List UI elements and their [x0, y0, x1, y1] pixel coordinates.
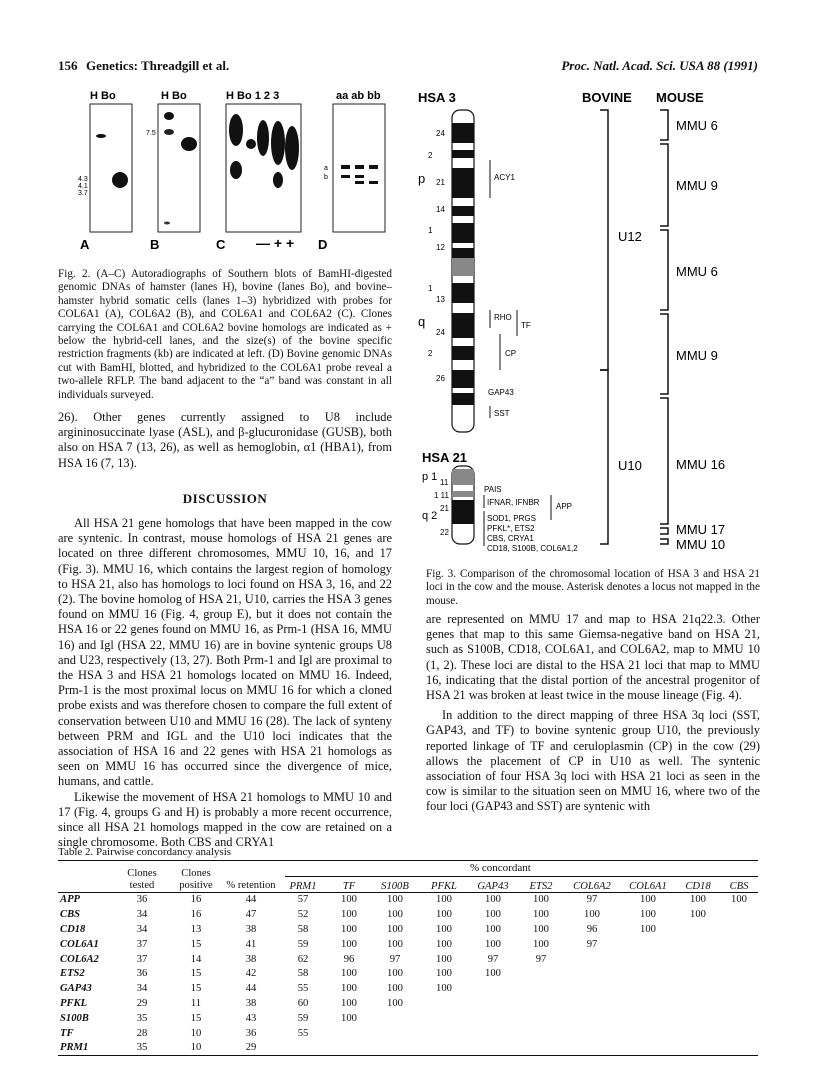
- table-cell: [720, 937, 758, 952]
- table-cell: [676, 1011, 720, 1026]
- table-cell: 100: [436, 968, 452, 980]
- table-cell: 100: [387, 938, 403, 950]
- col-header-s100b: S100B: [381, 880, 409, 892]
- col-header-retention: % retention: [226, 879, 276, 891]
- hsa21-band-21: 21: [440, 504, 449, 513]
- gene-acy1: ACY1: [494, 173, 515, 182]
- hsa21-band-11p: 11: [440, 478, 449, 487]
- panel-d-marker-a: a: [324, 165, 328, 172]
- journal-citation: Proc. Natl. Acad. Sci. USA 88 (1991): [561, 58, 758, 73]
- table-cell: 96: [586, 923, 598, 935]
- gene-gap43: GAP43: [488, 388, 514, 397]
- hsa21-label: HSA 21: [422, 450, 468, 465]
- table-cell: [564, 1011, 620, 1026]
- table-cell: [468, 1011, 518, 1026]
- table-cell: [720, 907, 758, 922]
- hsa3-band-24q: 24: [436, 328, 445, 337]
- table-cell: 100: [341, 909, 357, 921]
- hsa3-band-14: 14: [436, 205, 445, 214]
- table-cell: 52: [297, 909, 309, 921]
- table-cell: 10: [190, 1042, 202, 1054]
- mouse-mmu17: MMU 17: [676, 522, 726, 537]
- table-cell: [468, 981, 518, 996]
- table-super-header: % concordant: [470, 862, 531, 874]
- gene-pais: PAIS: [484, 485, 502, 494]
- table-cell: 38: [245, 953, 257, 965]
- col-header-col6a2: COL6A2: [573, 880, 611, 892]
- table-cell: [676, 1026, 720, 1041]
- table-cell: 100: [640, 894, 656, 906]
- row-gene-label: APP: [60, 894, 81, 906]
- panel-d-lanes: aa ab bb: [336, 90, 381, 102]
- col-header-ets2: ETS2: [529, 880, 553, 892]
- panel-a-marker-1: 4.3: [78, 176, 88, 183]
- table-cell: [564, 981, 620, 996]
- table-cell: [676, 996, 720, 1011]
- table-cell: 44: [245, 983, 257, 995]
- table-cell: 62: [297, 953, 309, 965]
- panel-a: [78, 90, 132, 252]
- row-gene-label: CBS: [60, 909, 81, 921]
- hsa3-q-arm: q: [418, 314, 426, 329]
- table-cell: 100: [640, 923, 656, 935]
- table-cell: 100: [387, 923, 403, 935]
- table-cell: 100: [584, 909, 600, 921]
- table-cell: [620, 1040, 676, 1055]
- table-cell: 100: [533, 923, 549, 935]
- table-header-row: [58, 862, 758, 892]
- row-gene-label: TF: [60, 1027, 74, 1039]
- table-cell: 100: [436, 909, 452, 921]
- col-header-cbs: CBS: [729, 880, 749, 892]
- table-top-rule: [58, 860, 758, 861]
- hsa21-chromosome: [452, 466, 474, 544]
- table-cell: 38: [245, 923, 257, 935]
- table-cell: 16: [190, 909, 202, 921]
- right-column-text: [426, 612, 760, 815]
- table-cell: 97: [487, 953, 499, 965]
- table-cell: 100: [436, 953, 452, 965]
- hsa3-band-12: 12: [436, 243, 445, 252]
- row-gene-label: COL6A2: [60, 953, 99, 965]
- row-gene-label: PRM1: [60, 1042, 89, 1054]
- col-header-pfkl: PFKL: [431, 880, 457, 892]
- table-row: [58, 1040, 758, 1055]
- table-cell: 59: [297, 938, 309, 950]
- table-cell: [720, 966, 758, 981]
- right-para-2: In addition to the direct mapping of three HSA 3q loci (SST, GAP43, and TF) to bovine syntenic group U10, the previously reported linkage of TF and ceruloplasmin (CP) in the cow (29) allows the placement of CP in U10 as well. The syntenic association of four HSA 3q loci with HSA 21 loci as seen in the cow is similar to the situation seen on MMU 16, where two of the four loci (GAP43 and SST) are syntenic with: [426, 708, 760, 814]
- row-gene-label: GAP43: [60, 983, 92, 995]
- hsa21-band-p1: p 1: [422, 471, 438, 483]
- mouse-label: MOUSE: [656, 90, 704, 105]
- table-cell: [564, 952, 620, 967]
- table-cell: 34: [136, 909, 148, 921]
- table-cell: 37: [136, 953, 148, 965]
- row-gene-label: S100B: [60, 1012, 89, 1024]
- bovine-u10: U10: [618, 458, 642, 473]
- table-cell: 60: [297, 997, 309, 1009]
- table-cell: [720, 1026, 758, 1041]
- table-cell: 13: [190, 923, 202, 935]
- table-cell: [420, 1040, 468, 1055]
- table-cell: 28: [136, 1027, 148, 1039]
- table-cell: 100: [436, 894, 452, 906]
- table-row: [58, 937, 758, 952]
- row-gene-label: ETS2: [60, 968, 85, 980]
- table-cell: 16: [190, 894, 202, 906]
- table-cell: 97: [586, 894, 598, 906]
- left-column-text: [58, 410, 392, 850]
- left-para-2: All HSA 21 gene homologs that have been mapped in the cow are syntenic. In contrast, mouse homologs of HSA 21 genes are located on three different chromosomes, MMU 10, 16, and 17 (Fig. 3). MMU 16, which contains the largest region of homology to HSA 21, also has homologs to loci found on HSA 3, 16, and 22 (2). The bovine homolog of HSA 21, U10, carries the HSA 3 genes found on MMU 16 (Fig. 4, group E), but it does not contain the HSA 16 or 22 genes found on MMU 16, as Prm-1 (HSA 16, MMU 16) and Igl (HSA 22, MMU 16) are in bovine syntenic groups U8 and U23, respectively (13, 27). Both Prm-1 and Igl are proximal to the HSA 3 and HSA 21 homologs located on MMU 16. Indeed, Prm-1 is the most proximal locus on MMU 16 for which a cloned probe exists and was therefore chosen to compare the full extent of conservation between U10 and MMU 16 (28). The lack of synteny between PRM and IGL and the U10 loci indicates that the association of HSA 16 and 22 genes with HSA 21 homologs as seen on MMU 16 has occurred since the divergence of mice, humans, and cattle.: [58, 516, 392, 789]
- panel-d-letter: D: [318, 237, 328, 252]
- hsa3-band-2: 2: [428, 151, 433, 160]
- table-row: [58, 907, 758, 922]
- right-para-1: are represented on MMU 17 and map to HSA 21q22.3. Other genes that map to this same Giemsa-negative band on HSA 21, such as S100B, CD18, COL6A1, and COL6A2, map to MMU 10 (1, 2). These loci are distal to the HSA 21 loci that map to MMU 16, indicating that the distal portion of the ancestral progenitor of HSA 21 was broken at least twice in the mouse lineage (Fig. 4).: [426, 612, 760, 703]
- table-cell: [518, 1011, 564, 1026]
- mouse-mmu6b: MMU 6: [676, 264, 718, 279]
- table-cell: [620, 996, 676, 1011]
- table-cell: 100: [387, 968, 403, 980]
- table-cell: [420, 996, 468, 1011]
- table-cell: [370, 1026, 420, 1041]
- concordancy-table: [58, 862, 758, 1056]
- col-header-positive: Clones positive: [179, 867, 213, 891]
- figure-2-caption: Fig. 2. (A–C) Autoradiographs of Southern blots of BamHI-digested genomic DNAs of hamster (lanes H), bovine (lanes Bo), and bovine–hamster hybrid somatic cells (lanes 1–3) hybridized with probes for COL6A1 (A), COL6A2 (B), and COL6A1 and COL6A2 (C). Clones carrying the COL6A1 and COL6A2 bovine homologs are indicated as + below the hybrid-cell lanes, and the size(s) of the bovine specific restriction fragments (kb) are indicated at left. (D) Bovine genomic DNAs cut with BamHI, blotted, and hybridized to the COL6A1 probe reveal a two-allele RFLP. The band adjacent to the “a” band was constant in all individuals surveyed.: [58, 268, 392, 401]
- running-header: [58, 58, 758, 78]
- table-row: [58, 981, 758, 996]
- gene-app: APP: [556, 502, 573, 511]
- table-cell: [720, 981, 758, 996]
- mouse-mmu10: MMU 10: [676, 537, 726, 552]
- table-cell: 34: [136, 923, 148, 935]
- table-cell: 55: [297, 1027, 309, 1039]
- row-gene-label: PFKL: [60, 997, 88, 1009]
- hsa21-band-1-11: 1 11: [434, 491, 449, 500]
- figure-2-autoradiographs: [78, 88, 403, 263]
- left-para-1: 26). Other genes currently assigned to U8 include argininosuccinate lyase (ASL), and β-glucuronidase (GUSB), both also on HSA 7 (13, 26), as well as hemoglobin, α1 (HBA1), from HSA 16 (7, 13).: [58, 410, 392, 470]
- table-cell: 55: [297, 983, 309, 995]
- table-cell: [420, 1011, 468, 1026]
- table-cell: 100: [533, 938, 549, 950]
- panel-c-lanes: H Bo 1 2 3: [226, 90, 280, 102]
- table-cell: 96: [343, 953, 355, 965]
- table-cell: 100: [387, 909, 403, 921]
- table-cell: [676, 937, 720, 952]
- table-cell: 100: [341, 894, 357, 906]
- table-cell: 58: [297, 923, 309, 935]
- table-row: [58, 996, 758, 1011]
- table-cell: [720, 1011, 758, 1026]
- table-cell: 44: [245, 894, 257, 906]
- table-row: [58, 952, 758, 967]
- table-cell: 34: [136, 983, 148, 995]
- hsa3-label: HSA 3: [418, 90, 456, 105]
- table-cell: 58: [297, 968, 309, 980]
- table-cell: 36: [136, 968, 148, 980]
- hsa3-band-26: 26: [436, 374, 445, 383]
- col-header-gap43: GAP43: [477, 880, 509, 892]
- col-header-blank: [58, 862, 116, 892]
- table-cell: 100: [341, 1012, 357, 1024]
- panel-c-letter: C: [216, 237, 226, 252]
- hsa3-band-1q: 1: [428, 284, 433, 293]
- table-cell: [620, 981, 676, 996]
- table-cell: [564, 966, 620, 981]
- table-cell: 10: [190, 1027, 202, 1039]
- panel-b-marker-1: 7.5: [146, 130, 156, 137]
- table-cell: [328, 1026, 370, 1041]
- table-row: [58, 922, 758, 937]
- hsa3-band-2q: 2: [428, 349, 433, 358]
- table-cell: 11: [190, 997, 202, 1009]
- table-cell: [676, 1040, 720, 1055]
- table-cell: 100: [690, 894, 706, 906]
- table-cell: [720, 922, 758, 937]
- panel-b: [146, 90, 200, 252]
- table-cell: 42: [245, 968, 257, 980]
- table-cell: 100: [341, 923, 357, 935]
- table-row: [58, 966, 758, 981]
- table-cell: [518, 966, 564, 981]
- table-cell: 100: [533, 909, 549, 921]
- table-cell: 100: [341, 938, 357, 950]
- table-cell: 100: [341, 983, 357, 995]
- table-cell: [620, 1011, 676, 1026]
- table-cell: [620, 937, 676, 952]
- table-cell: 36: [245, 1027, 257, 1039]
- hsa3-chromosome: [452, 110, 474, 432]
- table-cell: [720, 1040, 758, 1055]
- panel-d: [318, 90, 385, 252]
- table-cell: 97: [389, 953, 401, 965]
- page-number: 156: [58, 58, 78, 73]
- gene-sst: SST: [494, 409, 510, 418]
- table-cell: 97: [535, 953, 547, 965]
- table-cell: [518, 1026, 564, 1041]
- table-cell: 37: [136, 938, 148, 950]
- table-cell: 100: [436, 923, 452, 935]
- table-cell: [518, 981, 564, 996]
- table-cell: 57: [297, 894, 309, 906]
- table-cell: [370, 1040, 420, 1055]
- hsa21-band-q2: q 2: [422, 510, 438, 522]
- panel-a-lanes: H Bo: [90, 90, 116, 102]
- panel-a-marker-2: 4.1: [78, 183, 88, 190]
- table-cell: 15: [190, 968, 202, 980]
- table-cell: 100: [436, 938, 452, 950]
- gene-sod1: SOD1, PRGS: [487, 514, 536, 523]
- table-cell: 100: [640, 909, 656, 921]
- bovine-label: BOVINE: [582, 90, 632, 105]
- table-cell: [468, 996, 518, 1011]
- table-cell: [620, 966, 676, 981]
- table-cell: 15: [190, 1012, 202, 1024]
- table-cell: 100: [485, 968, 501, 980]
- table-cell: [328, 1040, 370, 1055]
- table-cell: 100: [731, 894, 747, 906]
- table-cell: 100: [341, 968, 357, 980]
- panel-c: [216, 90, 301, 252]
- table-row: [58, 1026, 758, 1041]
- gene-cp: CP: [505, 349, 517, 358]
- table-cell: 100: [387, 983, 403, 995]
- table-cell: 100: [485, 938, 501, 950]
- table-row: [58, 1011, 758, 1026]
- col-header-prm1: PRM1: [289, 880, 317, 892]
- col-header-tf: TF: [342, 880, 356, 892]
- gene-tf: TF: [521, 321, 531, 330]
- table-cell: [676, 981, 720, 996]
- row-gene-label: COL6A1: [60, 938, 99, 950]
- table-cell: [620, 1026, 676, 1041]
- gene-pfkl: PFKL*, ETS2: [487, 524, 535, 533]
- col-header-cd18: CD18: [685, 880, 711, 892]
- table-cell: [720, 996, 758, 1011]
- table-cell: [720, 952, 758, 967]
- table-cell: 100: [436, 983, 452, 995]
- table-cell: [564, 1026, 620, 1041]
- gene-rho: RHO: [494, 313, 512, 322]
- table-cell: 100: [690, 909, 706, 921]
- table-cell: [518, 996, 564, 1011]
- row-gene-label: CD18: [60, 923, 86, 935]
- table-cell: [518, 1040, 564, 1055]
- figure-3-caption: Fig. 3. Comparison of the chromosomal location of HSA 3 and HSA 21 loci in the cow and the mouse. Asterisk denotes a locus not mapped in the mouse.: [426, 568, 760, 607]
- gene-cd18: CD18, S100B, COL6A1,2: [487, 544, 578, 553]
- table-cell: [676, 952, 720, 967]
- table-cell: [676, 922, 720, 937]
- table-cell: [278, 1040, 328, 1055]
- hsa21-band-22: 22: [440, 528, 449, 537]
- table-cell: 97: [586, 938, 598, 950]
- mouse-mmu9a: MMU 9: [676, 178, 718, 193]
- table-cell: [468, 1026, 518, 1041]
- mouse-brackets: [660, 110, 668, 544]
- table-cell: 29: [136, 997, 148, 1009]
- table-cell: 59: [297, 1012, 309, 1024]
- table-cell: 43: [245, 1012, 257, 1024]
- gene-cbs: CBS, CRYA1: [487, 534, 534, 543]
- table-cell: [564, 996, 620, 1011]
- mouse-mmu6a: MMU 6: [676, 118, 718, 133]
- running-title: Genetics: Threadgill et al.: [86, 58, 230, 73]
- table-cell: [564, 1040, 620, 1055]
- mouse-mmu9b: MMU 9: [676, 348, 718, 363]
- hsa3-band-13: 13: [436, 295, 445, 304]
- table-cell: 100: [341, 997, 357, 1009]
- hsa3-p-arm: p: [418, 171, 426, 186]
- panel-c-signs: — + +: [256, 235, 295, 251]
- table-cell: 100: [485, 894, 501, 906]
- hsa3-band-24: 24: [436, 129, 445, 138]
- figure-3-ideogram: [412, 88, 726, 560]
- table-cell: 100: [533, 894, 549, 906]
- panel-b-letter: B: [150, 237, 160, 252]
- hsa3-band-1: 1: [428, 226, 433, 235]
- table-cell: 38: [245, 997, 257, 1009]
- table-cell: [676, 966, 720, 981]
- table-cell: 100: [387, 997, 403, 1009]
- table-2-title: Table 2. Pairwise concordancy analysis: [58, 846, 232, 858]
- panel-a-letter: A: [80, 237, 90, 252]
- table-cell: 36: [136, 894, 148, 906]
- hsa3-band-21: 21: [436, 178, 445, 187]
- table-cell: [468, 1040, 518, 1055]
- panel-a-marker-3: 3.7: [78, 190, 88, 197]
- table-cell: 14: [190, 953, 202, 965]
- table-cell: 47: [245, 909, 257, 921]
- panel-d-marker-b: b: [324, 174, 328, 181]
- table-cell: 100: [387, 894, 403, 906]
- bovine-brackets: [600, 110, 608, 544]
- table-cell: [420, 1026, 468, 1041]
- table-cell: 29: [245, 1042, 257, 1054]
- col-header-tested: Clones tested: [127, 867, 157, 891]
- table-row: [58, 892, 758, 907]
- table-cell: 15: [190, 983, 202, 995]
- table-cell: 35: [136, 1012, 148, 1024]
- col-header-col6a1: COL6A1: [629, 880, 667, 892]
- table-cell: 41: [245, 938, 257, 950]
- discussion-heading: DISCUSSION: [182, 490, 268, 506]
- left-para-3: Likewise the movement of HSA 21 homologs to MMU 10 and 17 (Fig. 4, groups G and H) is probably a more recent occurrence, since all HSA 21 homologs mapped in the cow are retained on a single chromosome. Both CBS and CRYA1: [58, 789, 392, 850]
- bovine-u12: U12: [618, 229, 642, 244]
- table-cell: 100: [485, 909, 501, 921]
- panel-b-lanes: H Bo: [161, 90, 187, 102]
- table-cell: [620, 952, 676, 967]
- table-cell: 100: [485, 923, 501, 935]
- table-cell: 15: [190, 938, 202, 950]
- table-cell: [370, 1011, 420, 1026]
- mouse-mmu16: MMU 16: [676, 457, 726, 472]
- table-cell: 35: [136, 1042, 148, 1054]
- gene-ifnar: IFNAR, IFNBR: [487, 498, 540, 507]
